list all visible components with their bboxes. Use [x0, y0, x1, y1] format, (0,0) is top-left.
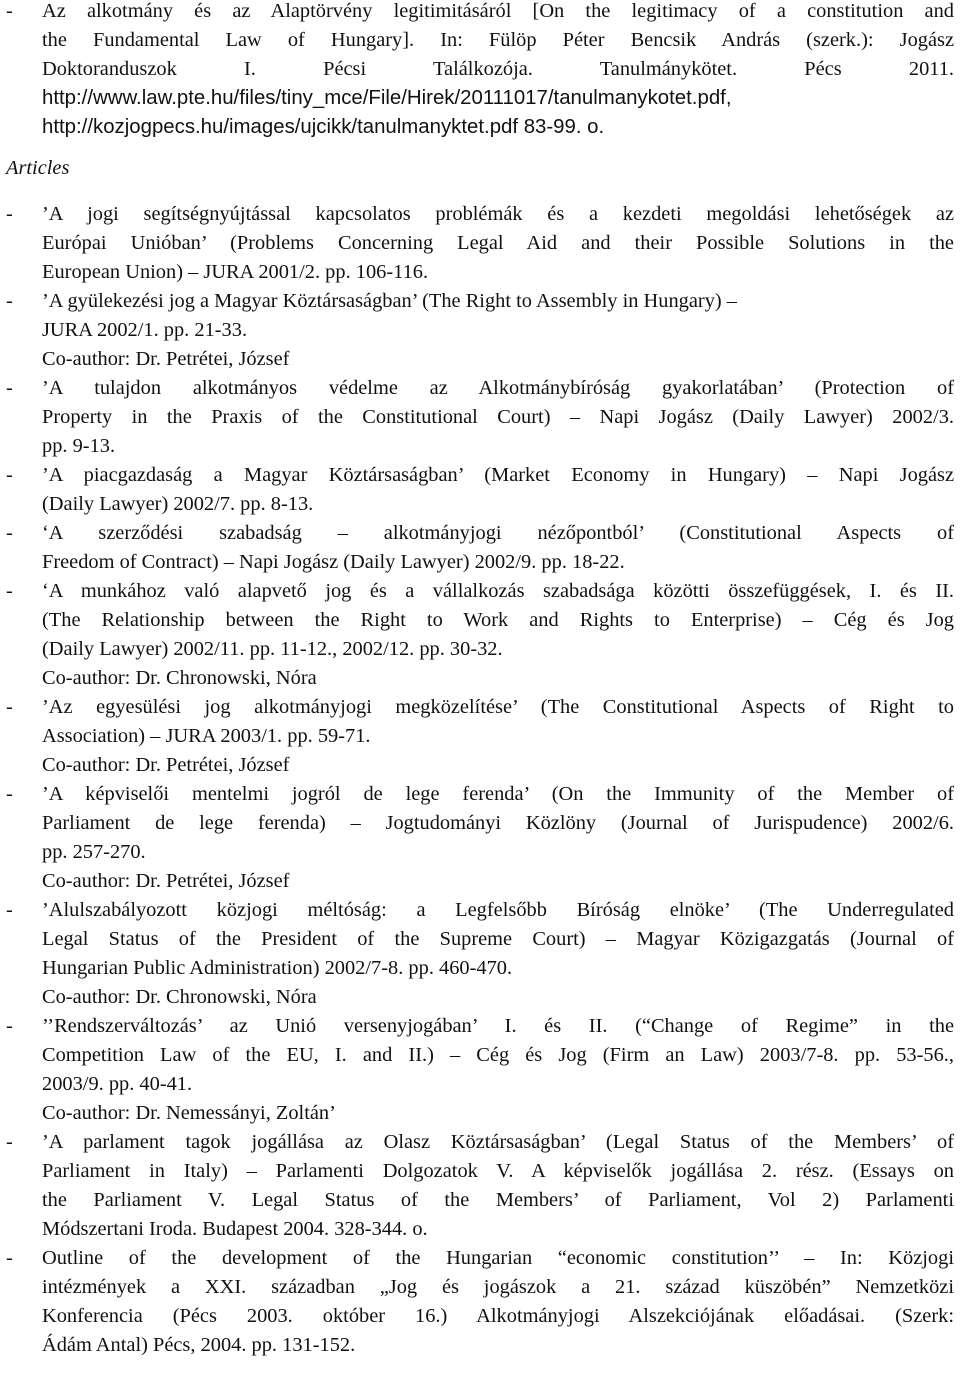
- list-dash: -: [6, 783, 13, 805]
- entry-line: Outline of the development of the Hungarian “economic constitution’’ – In: Közjogi: [42, 1247, 954, 1269]
- list-dash: -: [6, 203, 13, 225]
- article-entry: [6, 693, 954, 780]
- entry-line: pp. 9-13.: [42, 435, 116, 457]
- co-author-line: Co-author: Dr. Chronowski, Nóra: [42, 667, 317, 689]
- list-dash: -: [6, 580, 13, 602]
- url-line[interactable]: http://www.law.pte.hu/files/tiny_mce/File/Hirek/20111017/tanulmanykotet.pdf,: [42, 87, 732, 109]
- entry-line: Módszertani Iroda. Budapest 2004. 328-344. o.: [42, 1218, 428, 1240]
- entry-line: Freedom of Contract) – Napi Jogász (Daily Lawyer) 2002/9. pp. 18-22.: [42, 551, 625, 573]
- entry-line: intézmények a XXI. században „Jog és jogászok a 21. század küszöbén” Nemzetközi: [42, 1276, 954, 1298]
- entry-line: Parliament de lege ferenda) – Jogtudományi Közlöny (Journal of Jurispudence) 2002/6.: [42, 812, 954, 834]
- entry-line: ‘A szerződési szabadság – alkotmányjogi nézőpontból’ (Constitutional Aspects of: [42, 522, 954, 544]
- entry-line: (Daily Lawyer) 2002/11. pp. 11-12., 2002/12. pp. 30-32.: [42, 638, 503, 660]
- article-entry: [6, 287, 954, 374]
- entry-line: ’A tulajdon alkotmányos védelme az Alkotmánybíróság gyakorlatában’ (Protection of: [42, 377, 954, 399]
- entry-line: Konferencia (Pécs 2003. október 16.) Alkotmányjogi Alszekciójának előadásai. (Szerk:: [42, 1305, 954, 1327]
- entry-line: ’A jogi segítségnyújtással kapcsolatos problémák és a kezdeti megoldási lehetőségek az: [42, 203, 954, 225]
- reference-entry: [6, 0, 954, 142]
- co-author-line: Co-author: Dr. Petrétei, József: [42, 348, 290, 370]
- article-entry: [6, 1244, 954, 1360]
- entry-line: pp. 257-270.: [42, 841, 146, 863]
- list-dash: -: [6, 0, 13, 22]
- entry-line: Parliament in Italy) – Parlamenti Dolgozatok V. A képviselők jogállása 2. rész. (Essays on: [42, 1160, 954, 1182]
- entry-line: Az alkotmány és az Alaptörvény legitimitásáról [On the legitimacy of a constitution and: [42, 0, 954, 22]
- entry-line: Európai Unióban’ (Problems Concerning Legal Aid and their Possible Solutions in the: [42, 232, 954, 254]
- entry-line: the Parliament V. Legal Status of the Members’ of Parliament, Vol 2) Parlamenti: [42, 1189, 954, 1211]
- list-dash: -: [6, 1247, 13, 1269]
- list-dash: -: [6, 1131, 13, 1153]
- co-author-line: Co-author: Dr. Petrétei, József: [42, 870, 290, 892]
- co-author-line: Co-author: Dr. Nemessányi, Zoltán’: [42, 1102, 336, 1124]
- entry-line: Ádám Antal) Pécs, 2004. pp. 131-152.: [42, 1334, 356, 1356]
- entry-line: Hungarian Public Administration) 2002/7-8. pp. 460-470.: [42, 957, 513, 979]
- list-dash: -: [6, 696, 13, 718]
- entry-line: Competition Law of the EU, I. and II.) – Cég és Jog (Firm an Law) 2003/7-8. pp. 53-56.,: [42, 1044, 954, 1066]
- list-dash: -: [6, 290, 13, 312]
- entry-line: ’Alulszabályozott közjogi méltóság: a Legfelsőbb Bíróság elnöke’ (The Underregulated: [42, 899, 954, 921]
- list-dash: -: [6, 899, 13, 921]
- article-entry: [6, 374, 954, 461]
- entry-line: 2003/9. pp. 40-41.: [42, 1073, 193, 1095]
- section-heading: Articles: [6, 157, 70, 179]
- entry-line: Doktoranduszok I. Pécsi Találkozója. Tanulmánykötet. Pécs 2011.: [42, 58, 954, 80]
- list-dash: -: [6, 464, 13, 486]
- entry-line: the Fundamental Law of Hungary]. In: Fülöp Péter Bencsik András (szerk.): Jogász: [42, 29, 954, 51]
- article-entry: [6, 519, 954, 577]
- entry-line: European Union) – JURA 2001/2. pp. 106-116.: [42, 261, 429, 283]
- article-entry: [6, 1012, 954, 1128]
- entry-line: (Daily Lawyer) 2002/7. pp. 8-13.: [42, 493, 314, 515]
- entry-line: Association) – JURA 2003/1. pp. 59-71.: [42, 725, 371, 747]
- list-dash: -: [6, 377, 13, 399]
- co-author-line: Co-author: Dr. Petrétei, József: [42, 754, 290, 776]
- article-entry: [6, 200, 954, 287]
- entry-line: ’A képviselői mentelmi jogról de lege ferenda’ (On the Immunity of the Member of: [42, 783, 954, 805]
- list-dash: -: [6, 1015, 13, 1037]
- article-entry: [6, 461, 954, 519]
- co-author-line: Co-author: Dr. Chronowski, Nóra: [42, 986, 317, 1008]
- entry-line: ’A piacgazdaság a Magyar Köztársaságban’ (Market Economy in Hungary) – Napi Jogász: [42, 464, 954, 486]
- entry-line: ’A gyülekezési jog a Magyar Köztársaságban’ (The Right to Assembly in Hungary) –: [42, 290, 737, 312]
- article-entry: [6, 1128, 954, 1244]
- entry-line: (The Relationship between the Right to Work and Rights to Enterprise) – Cég és Jog: [42, 609, 954, 631]
- entry-line: ’A parlament tagok jogállása az Olasz Köztársaságban’ (Legal Status of the Members’ of: [42, 1131, 954, 1153]
- articles-list: [6, 200, 954, 1360]
- entry-line: ’’Rendszerváltozás’ az Unió versenyjogában’ I. és II. (“Change of Regime” in the: [42, 1015, 954, 1037]
- entry-line: ‘A munkához való alapvető jog és a vállalkozás szabadsága közötti összefüggések, I. és II.: [42, 580, 954, 602]
- article-entry: [6, 577, 954, 693]
- article-entry: [6, 896, 954, 1012]
- list-dash: -: [6, 522, 13, 544]
- entry-line: Legal Status of the President of the Supreme Court) – Magyar Közigazgatás (Journal of: [42, 928, 954, 950]
- entry-line: ’Az egyesülési jog alkotmányjogi megközelítése’ (The Constitutional Aspects of Right to: [42, 696, 954, 718]
- url-line[interactable]: http://kozjogpecs.hu/images/ujcikk/tanulmanyktet.pdf 83-99. o.: [42, 116, 605, 138]
- entry-line: JURA 2002/1. pp. 21-33.: [42, 319, 248, 341]
- entry-line: Property in the Praxis of the Constitutional Court) – Napi Jogász (Daily Lawyer) 2002/3.: [42, 406, 954, 428]
- article-entry: [6, 780, 954, 896]
